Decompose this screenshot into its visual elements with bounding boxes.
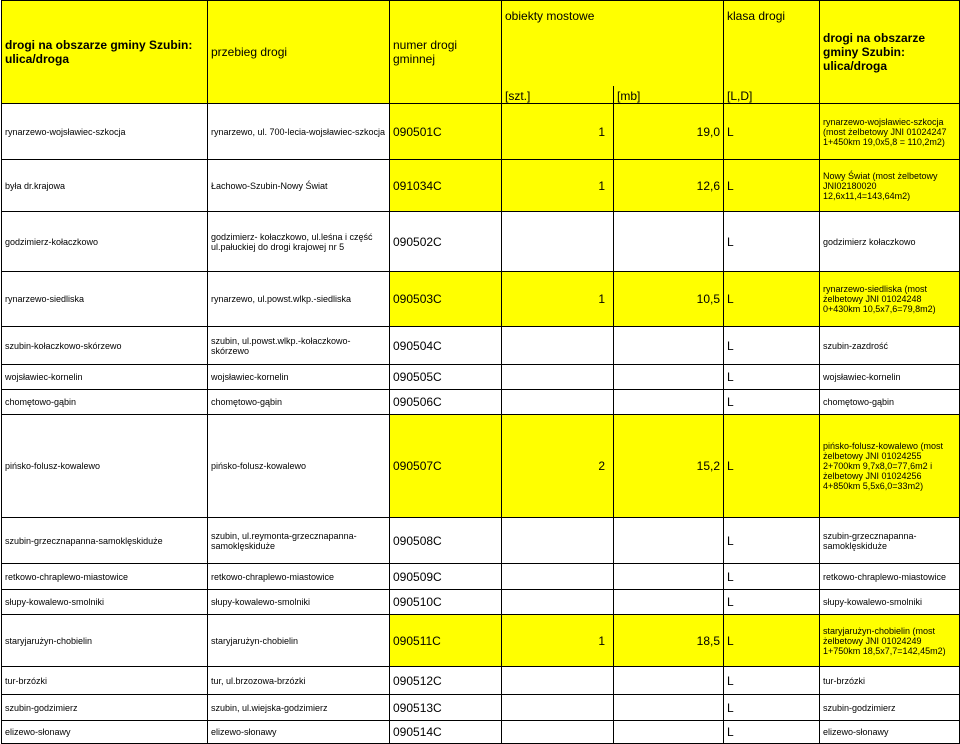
row-road-class: L — [724, 615, 820, 667]
row-road-class: L — [724, 518, 820, 564]
unit-count: [szt.] — [502, 86, 614, 104]
table-row — [2, 365, 960, 390]
row-description: słupy-kowalewo-smolniki — [820, 590, 960, 615]
header-street-right: drogi na obszarze gminy Szubin: ulica/droga — [820, 1, 960, 104]
row-road-class: L — [724, 160, 820, 212]
row-description: rynarzewo-siedliska (most żelbetowy JNI 01024248 0+430km 10,5x7,6=79,8m2) — [820, 272, 960, 327]
row-bridge-length — [614, 518, 724, 564]
row-bridge-count: 2 — [502, 415, 614, 518]
row-road-class: L — [724, 365, 820, 390]
row-description: rynarzewo-wojsławiec-szkocja (most żelbetowy JNI 01024247 1+450km 19,0x5,8 = 110,2m2) — [820, 104, 960, 160]
row-bridge-count: 1 — [502, 615, 614, 667]
row-street: szubin-kołaczkowo-skórzewo — [2, 327, 208, 365]
table-row — [2, 721, 960, 744]
row-road-class: L — [724, 327, 820, 365]
row-road-number: 090505C — [390, 365, 502, 390]
row-bridge-count — [502, 695, 614, 721]
row-street: była dr.krajowa — [2, 160, 208, 212]
row-street: rynarzewo-siedliska — [2, 272, 208, 327]
row-road-number: 090503C — [390, 272, 502, 327]
row-street: tur-brzózki — [2, 667, 208, 695]
table-body — [2, 104, 960, 744]
row-road-class: L — [724, 415, 820, 518]
row-street: retkowo-chraplewo-miastowice — [2, 564, 208, 590]
row-road-number: 090513C — [390, 695, 502, 721]
row-route: retkowo-chraplewo-miastowice — [208, 564, 390, 590]
row-route: elizewo-słonawy — [208, 721, 390, 744]
table-row — [2, 615, 960, 667]
row-bridge-length: 12,6 — [614, 160, 724, 212]
row-street: staryjarużyn-chobielin — [2, 615, 208, 667]
row-road-number: 090504C — [390, 327, 502, 365]
row-street: godzimierz-kołaczkowo — [2, 212, 208, 272]
row-route: pińsko-folusz-kowalewo — [208, 415, 390, 518]
table-row — [2, 327, 960, 365]
header-road-number: numer drogi gminnej — [390, 1, 502, 104]
table-row — [2, 564, 960, 590]
row-bridge-length — [614, 695, 724, 721]
row-street: elizewo-słonawy — [2, 721, 208, 744]
row-bridge-count — [502, 667, 614, 695]
row-route: tur, ul.brzozowa-brzózki — [208, 667, 390, 695]
row-road-number: 090502C — [390, 212, 502, 272]
table-row — [2, 212, 960, 272]
row-street: słupy-kowalewo-smolniki — [2, 590, 208, 615]
row-bridge-length: 18,5 — [614, 615, 724, 667]
row-road-number: 090514C — [390, 721, 502, 744]
row-route: wojsławiec-kornelin — [208, 365, 390, 390]
row-bridge-count — [502, 327, 614, 365]
row-route: szubin, ul.wiejska-godzimierz — [208, 695, 390, 721]
row-road-number: 090501C — [390, 104, 502, 160]
row-road-class: L — [724, 104, 820, 160]
row-route: Łachowo-Szubin-Nowy Świat — [208, 160, 390, 212]
table-row — [2, 667, 960, 695]
row-street: pińsko-folusz-kowalewo — [2, 415, 208, 518]
table-row — [2, 695, 960, 721]
table-row — [2, 160, 960, 212]
row-bridge-count: 1 — [502, 160, 614, 212]
row-bridge-count — [502, 518, 614, 564]
row-description: pińsko-folusz-kowalewo (most żelbetowy JNI 01024255 2+700km 9,7x8,0=77,6m2 i żelbetowy JNI 01024256 4+850km 5,5x6,0=33m2) — [820, 415, 960, 518]
row-route: chomętowo-gąbin — [208, 390, 390, 415]
row-road-class: L — [724, 390, 820, 415]
row-road-class: L — [724, 695, 820, 721]
row-bridge-length — [614, 327, 724, 365]
row-bridge-count — [502, 212, 614, 272]
row-bridge-count — [502, 564, 614, 590]
row-road-number: 090506C — [390, 390, 502, 415]
row-bridge-length — [614, 667, 724, 695]
header-road-class: klasa drogi — [724, 1, 820, 86]
header-street: drogi na obszarze gminy Szubin: ulica/droga — [2, 1, 208, 104]
row-bridge-length — [614, 564, 724, 590]
row-bridge-count: 1 — [502, 104, 614, 160]
row-description: retkowo-chraplewo-miastowice — [820, 564, 960, 590]
row-road-class: L — [724, 667, 820, 695]
row-route: szubin, ul.reymonta-grzecznapanna-samoklęskiduże — [208, 518, 390, 564]
row-road-class: L — [724, 212, 820, 272]
row-road-number: 090509C — [390, 564, 502, 590]
table-row — [2, 415, 960, 518]
row-bridge-length: 19,0 — [614, 104, 724, 160]
row-road-number: 090507C — [390, 415, 502, 518]
row-road-number: 090512C — [390, 667, 502, 695]
row-street: szubin-godzimierz — [2, 695, 208, 721]
row-bridge-length — [614, 212, 724, 272]
header-bridges: obiekty mostowe — [502, 1, 724, 86]
header-route: przebieg drogi — [208, 1, 390, 104]
row-bridge-length — [614, 721, 724, 744]
table-row — [2, 590, 960, 615]
header-row — [2, 1, 960, 86]
roads-table — [1, 0, 960, 744]
row-description: wojsławiec-kornelin — [820, 365, 960, 390]
unit-class: [L,D] — [724, 86, 820, 104]
row-road-number: 090510C — [390, 590, 502, 615]
row-route: rynarzewo, ul. 700-lecia-wojsławiec-szkocja — [208, 104, 390, 160]
row-road-number: 091034C — [390, 160, 502, 212]
row-street: szubin-grzecznapanna-samoklęskiduże — [2, 518, 208, 564]
row-route: rynarzewo, ul.powst.wlkp.-siedliska — [208, 272, 390, 327]
row-bridge-length — [614, 390, 724, 415]
row-street: rynarzewo-wojsławiec-szkocja — [2, 104, 208, 160]
row-route: staryjarużyn-chobielin — [208, 615, 390, 667]
row-description: godzimierz kołaczkowo — [820, 212, 960, 272]
row-description: szubin-zazdrość — [820, 327, 960, 365]
row-bridge-count — [502, 590, 614, 615]
row-bridge-count — [502, 365, 614, 390]
row-bridge-length — [614, 365, 724, 390]
row-road-number: 090511C — [390, 615, 502, 667]
row-street: chomętowo-gąbin — [2, 390, 208, 415]
row-bridge-length — [614, 590, 724, 615]
row-bridge-length: 10,5 — [614, 272, 724, 327]
row-route: słupy-kowalewo-smolniki — [208, 590, 390, 615]
row-road-class: L — [724, 590, 820, 615]
row-bridge-count — [502, 721, 614, 744]
row-route: szubin, ul.powst.wlkp.-kołaczkowo-skórzewo — [208, 327, 390, 365]
row-bridge-count — [502, 390, 614, 415]
row-description: tur-brzózki — [820, 667, 960, 695]
table-row — [2, 272, 960, 327]
row-description: szubin-godzimierz — [820, 695, 960, 721]
row-description: staryjarużyn-chobielin (most żelbetowy JNI 01024249 1+750km 18,5x7,7=142,45m2) — [820, 615, 960, 667]
row-road-class: L — [724, 721, 820, 744]
row-description: szubin-grzecznapanna-samoklęskiduże — [820, 518, 960, 564]
row-road-class: L — [724, 564, 820, 590]
row-road-number: 090508C — [390, 518, 502, 564]
row-description: elizewo-słonawy — [820, 721, 960, 744]
row-description: Nowy Świat (most żelbetowy JNI02180020 12,6x11,4=143,64m2) — [820, 160, 960, 212]
row-street: wojsławiec-kornelin — [2, 365, 208, 390]
row-bridge-length: 15,2 — [614, 415, 724, 518]
table-row — [2, 104, 960, 160]
unit-length: [mb] — [614, 86, 724, 104]
row-description: chomętowo-gąbin — [820, 390, 960, 415]
row-bridge-count: 1 — [502, 272, 614, 327]
row-route: godzimierz- kołaczkowo, ul.leśna i część ul.pałuckiej do drogi krajowej nr 5 — [208, 212, 390, 272]
row-road-class: L — [724, 272, 820, 327]
table-row — [2, 390, 960, 415]
table-row — [2, 518, 960, 564]
